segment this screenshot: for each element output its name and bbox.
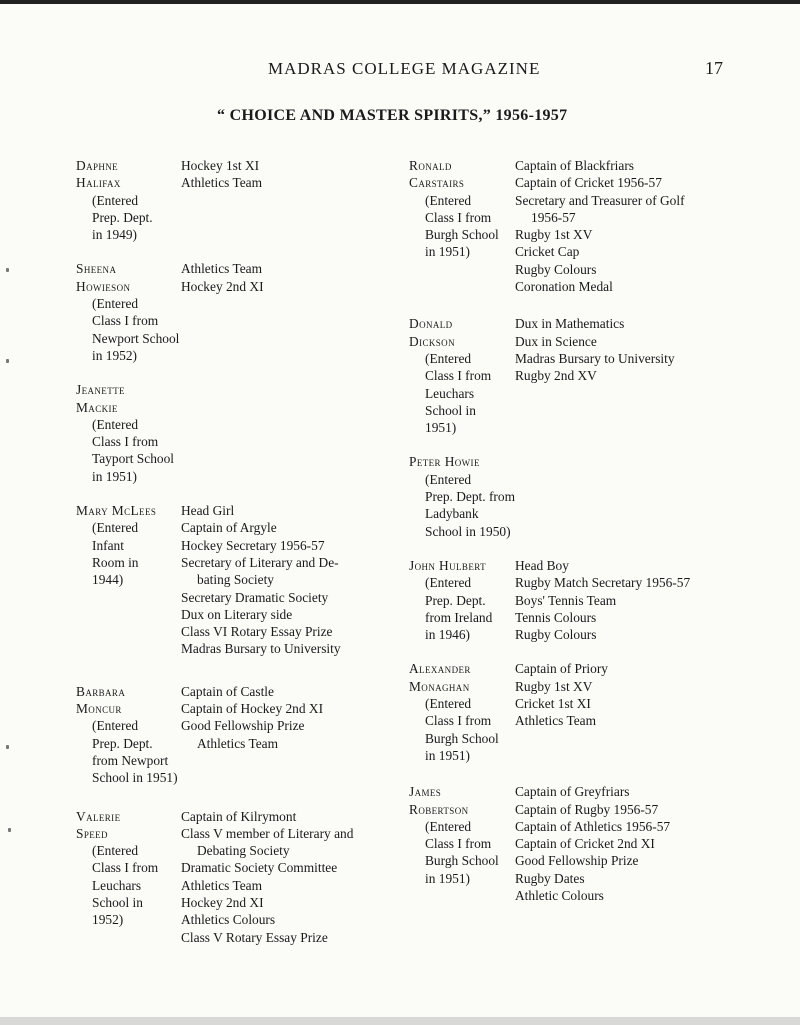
entry-note: Class I from <box>425 713 492 729</box>
honours-list <box>515 315 739 436</box>
entry-note: in 1951) <box>425 244 471 260</box>
person-block <box>409 453 515 539</box>
page-title: “ CHOICE AND MASTER SPIRITS,” 1956-1957 <box>217 107 568 124</box>
honour-item: Cricket 1st XI <box>515 696 591 712</box>
person-name: Mackie <box>76 399 118 415</box>
entry-note: Prep. Dept. <box>92 735 153 751</box>
page-bottom-edge <box>0 1017 800 1025</box>
honour-item: Boys' Tennis Team <box>515 592 617 608</box>
person-name: Robertson <box>409 801 469 817</box>
entry-note: Prep. Dept. <box>425 592 486 608</box>
entry-note: Class I from <box>92 434 159 450</box>
honour-entry <box>76 808 396 946</box>
entry-note: Newport School <box>92 330 180 346</box>
person-name: John Hulbert <box>409 557 486 573</box>
honour-entry <box>76 260 396 364</box>
right-column <box>409 140 739 904</box>
honour-item: Captain of Castle <box>181 683 274 699</box>
person-name: Halifax <box>76 175 121 191</box>
margin-mark <box>8 828 11 832</box>
honour-entry <box>76 683 396 787</box>
honour-item: Rugby Colours <box>515 627 597 643</box>
entry-note: Prep. Dept. from <box>425 489 515 505</box>
person-block <box>76 683 181 787</box>
honour-item: Dux in Science <box>515 333 597 349</box>
honour-item: Athletics Team <box>181 175 262 191</box>
honours-list <box>515 157 739 295</box>
honour-item: Secretary Dramatic Society <box>181 589 329 605</box>
entry-note: from Ireland <box>425 609 493 625</box>
person-name: Alexander <box>409 661 471 677</box>
honour-item: Hockey 2nd XI <box>181 894 264 910</box>
margin-mark <box>6 359 9 363</box>
honour-item: Dramatic Society Committee <box>181 860 338 876</box>
entry-note: 1944) <box>92 572 124 588</box>
honour-item: Rugby 1st XV <box>515 678 593 694</box>
left-column <box>76 140 396 946</box>
honour-entry <box>409 557 739 643</box>
honour-entry <box>409 157 739 295</box>
entry-note: from Newport <box>92 752 169 768</box>
entry-note: Class I from <box>92 313 159 329</box>
entry-note: Ladybank <box>425 506 479 522</box>
entry-note: Leuchars <box>425 385 475 401</box>
person-block <box>76 808 181 946</box>
entry-note: Class I from <box>425 368 492 384</box>
honour-item: Head Boy <box>515 557 569 573</box>
page-number: 17 <box>705 58 723 78</box>
honour-item: Rugby 2nd XV <box>515 368 597 384</box>
honour-item: Captain of Blackfriars <box>515 158 634 173</box>
person-name: Moncur <box>76 701 122 717</box>
honour-entry <box>409 783 739 904</box>
entry-note: Prep. Dept. <box>92 209 153 225</box>
honour-item: Athletics Team <box>181 877 262 893</box>
honour-item: Captain of Priory <box>515 661 608 677</box>
honour-item: Coronation Medal <box>515 279 613 295</box>
person-name: Howieson <box>76 278 131 294</box>
entry-note: (Entered <box>92 416 139 432</box>
honour-item: Tennis Colours <box>515 609 597 625</box>
honour-item: 1956-57 <box>531 209 576 225</box>
honour-item: Captain of Hockey 2nd XI <box>181 701 324 717</box>
honour-item: Athletic Colours <box>515 887 604 903</box>
honours-list <box>181 502 396 658</box>
entry-note: in 1951) <box>425 870 471 886</box>
entry-note: (Entered <box>92 843 139 859</box>
person-block <box>76 502 181 658</box>
entry-note: Class I from <box>425 836 492 852</box>
honours-list <box>181 381 396 485</box>
honours-list <box>181 157 396 243</box>
honours-list <box>515 557 739 643</box>
person-block <box>409 157 515 295</box>
honour-entry <box>409 315 739 436</box>
entry-note: Leuchars <box>92 877 142 893</box>
entry-note: (Entered <box>92 520 139 536</box>
person-block <box>76 260 181 364</box>
person-name: Monaghan <box>409 678 470 694</box>
person-name: Jeanette <box>76 382 125 398</box>
honour-item: Rugby Dates <box>515 870 585 886</box>
honour-item: Dux in Mathematics <box>515 316 625 332</box>
honours-list <box>181 260 396 364</box>
honour-item: Class VI Rotary Essay Prize <box>181 624 333 640</box>
person-name: Valerie <box>76 808 121 824</box>
entry-note: Class I from <box>425 209 492 225</box>
honour-item: Rugby Match Secretary 1956-57 <box>515 575 691 591</box>
entry-note: (Entered <box>425 471 472 487</box>
honour-entry <box>409 660 739 764</box>
honour-item: Secretary of Literary and De- <box>181 554 339 570</box>
entry-note: (Entered <box>425 192 472 208</box>
margin-mark <box>6 745 9 749</box>
honour-item: Athletics Team <box>197 735 278 751</box>
person-block <box>409 660 515 764</box>
entry-note: School in <box>425 402 476 418</box>
person-block <box>409 557 515 643</box>
entry-note: (Entered <box>92 192 139 208</box>
running-head: MADRAS COLLEGE MAGAZINE <box>268 59 541 78</box>
honour-item: Hockey 1st XI <box>181 158 260 173</box>
honour-item: Captain of Cricket 1956-57 <box>515 175 662 191</box>
honour-entry <box>76 381 396 485</box>
honour-item: Head Girl <box>181 503 235 519</box>
honour-item: Debating Society <box>197 843 290 859</box>
person-name: Speed <box>76 825 108 841</box>
entry-note: (Entered <box>92 718 139 734</box>
entry-note: Class I from <box>92 860 159 876</box>
honour-item: Madras Bursary to University <box>181 641 341 657</box>
honour-item: Rugby 1st XV <box>515 227 593 243</box>
entry-note: in 1951) <box>425 747 471 763</box>
entry-note: (Entered <box>425 350 472 366</box>
entry-note: 1952) <box>92 912 124 928</box>
person-block <box>409 315 515 436</box>
person-name: Dickson <box>409 333 455 349</box>
page-top-edge <box>0 0 800 4</box>
honour-item: Athletics Team <box>181 261 262 277</box>
person-block <box>409 783 515 904</box>
honour-item: Hockey 2nd XI <box>181 278 264 294</box>
person-name: Mary McLees <box>76 503 157 519</box>
entry-note: 1951) <box>425 420 457 436</box>
person-block <box>76 381 181 485</box>
honours-list <box>181 683 396 787</box>
entry-note: (Entered <box>92 296 139 312</box>
honour-entry <box>76 502 396 658</box>
entry-note: Burgh School <box>425 853 499 869</box>
entry-note: School in 1951) <box>92 770 178 786</box>
entry-note: in 1952) <box>92 347 138 363</box>
honour-entry <box>76 157 396 243</box>
entry-note: Burgh School <box>425 227 499 243</box>
honour-item: Captain of Argyle <box>181 520 277 536</box>
person-name: Sheena <box>76 261 117 277</box>
honours-list <box>181 808 396 946</box>
honour-item: Athletics Team <box>515 713 596 729</box>
honour-item: Rugby Colours <box>515 261 597 277</box>
honour-item: Good Fellowship Prize <box>515 853 639 869</box>
entry-note: (Entered <box>425 575 472 591</box>
entry-note: in 1951) <box>92 468 138 484</box>
honour-item: Class V member of Literary and <box>181 825 354 841</box>
person-name: Ronald <box>409 158 452 173</box>
entry-note: Infant <box>92 537 124 553</box>
person-name: Barbara <box>76 683 126 699</box>
honour-item: bating Society <box>197 572 274 588</box>
person-name: Daphne <box>76 158 119 173</box>
honour-item: Good Fellowship Prize <box>181 718 305 734</box>
person-name: James <box>409 784 442 800</box>
honour-item: Hockey Secretary 1956-57 <box>181 537 325 553</box>
honour-item: Captain of Kilrymont <box>181 808 297 824</box>
honour-item: Captain of Cricket 2nd XI <box>515 836 655 852</box>
honours-list <box>515 660 739 764</box>
entry-note: in 1949) <box>92 227 138 243</box>
honours-list <box>515 453 739 539</box>
entry-note: Burgh School <box>425 730 499 746</box>
person-name: Peter Howie <box>409 454 480 470</box>
honour-item: Class V Rotary Essay Prize <box>181 929 328 945</box>
honour-item: Dux on Literary side <box>181 606 293 622</box>
honours-list <box>515 783 739 904</box>
honour-entry <box>409 453 739 539</box>
honour-item: Secretary and Treasurer of Golf <box>515 192 685 208</box>
entry-note: (Entered <box>425 818 472 834</box>
entry-note: School in 1950) <box>425 523 511 539</box>
honour-item: Cricket Cap <box>515 244 580 260</box>
entry-note: in 1946) <box>425 627 471 643</box>
person-block <box>76 157 181 243</box>
honour-item: Madras Bursary to University <box>515 350 675 366</box>
honour-item: Captain of Rugby 1956-57 <box>515 801 659 817</box>
entry-note: Room in <box>92 554 139 570</box>
margin-mark <box>6 268 9 272</box>
person-name: Donald <box>409 316 453 332</box>
honour-item: Athletics Colours <box>181 912 276 928</box>
person-name: Carstairs <box>409 175 465 191</box>
entry-note: School in <box>92 894 143 910</box>
honour-item: Captain of Athletics 1956-57 <box>515 818 671 834</box>
entry-note: (Entered <box>425 696 472 712</box>
honour-item: Captain of Greyfriars <box>515 784 630 800</box>
entry-note: Tayport School <box>92 451 174 467</box>
